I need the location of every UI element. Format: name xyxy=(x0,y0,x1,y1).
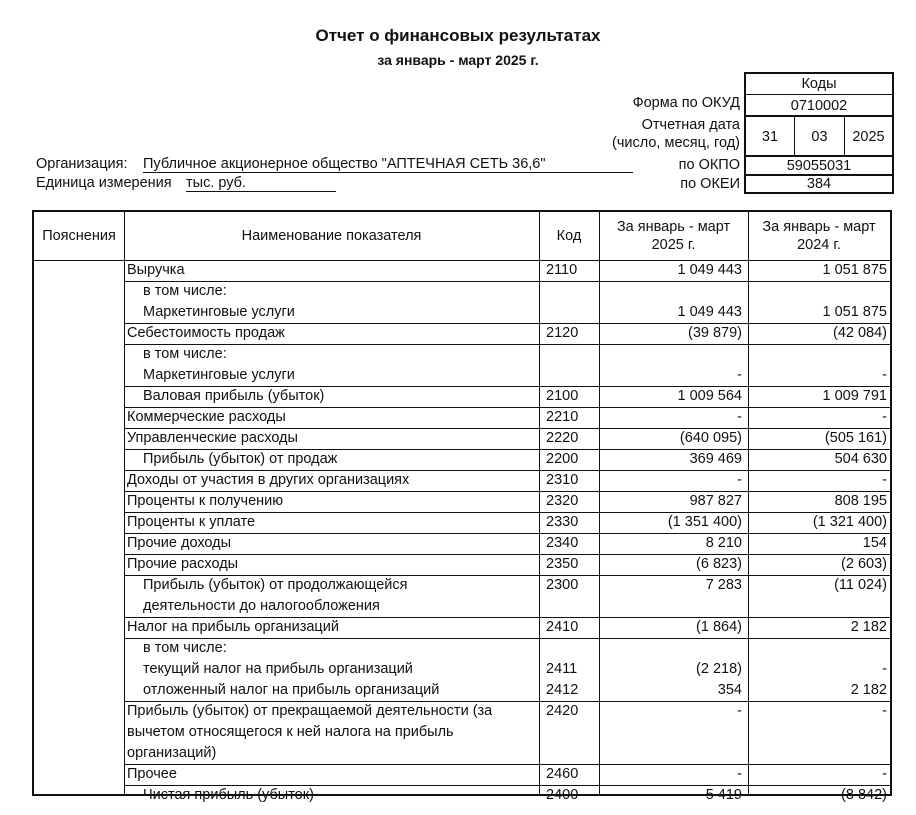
row-value-previous: 1 051 875 xyxy=(822,262,887,278)
row-code: 2200 xyxy=(546,451,579,467)
codes-heading: Коды xyxy=(746,74,892,95)
row-label: Управленческие расходы xyxy=(127,430,298,446)
row-label: Валовая прибыль (убыток) xyxy=(143,388,325,404)
okud-code: 0710002 xyxy=(746,95,892,117)
okpo-code: 59055031 xyxy=(746,157,892,176)
row-label: Маркетинговые услуги xyxy=(143,304,295,320)
row-value-previous: (505 161) xyxy=(824,430,887,446)
row-label: отложенный налог на прибыль организаций xyxy=(143,682,440,698)
row-value-current: (1 351 400) xyxy=(667,514,742,530)
row-value-current: 7 283 xyxy=(705,577,742,593)
row-code: 2310 xyxy=(546,472,579,488)
report-month: 03 xyxy=(795,117,845,157)
row-value-previous: 2 182 xyxy=(850,682,887,698)
row-value-current: - xyxy=(737,472,742,488)
row-code: 2420 xyxy=(546,703,579,719)
okei-label: по ОКЕИ xyxy=(680,176,740,192)
row-value-previous: - xyxy=(882,661,887,677)
row-value-current: - xyxy=(737,367,742,383)
row-value-current: 8 210 xyxy=(705,535,742,551)
row-value-current: 987 827 xyxy=(689,493,742,509)
row-code: 2400 xyxy=(546,787,579,803)
report-day: 31 xyxy=(746,117,795,157)
okpo-label: по ОКПО xyxy=(678,157,740,173)
row-code: 2410 xyxy=(546,619,579,635)
row-label: в том числе: xyxy=(143,640,227,656)
row-label: Проценты к уплате xyxy=(127,514,256,530)
row-code: 2411 xyxy=(546,661,578,677)
row-value-current: 354 xyxy=(717,682,742,698)
row-value-previous: 808 195 xyxy=(834,493,887,509)
row-label: Прибыль (убыток) от прекращаемой деятельности (за xyxy=(127,703,493,719)
row-code: 2110 xyxy=(546,262,578,278)
row-label: Коммерческие расходы xyxy=(127,409,286,425)
header-current-1: За январь - март xyxy=(616,219,731,235)
row-label: Прибыль (убыток) от продолжающейся xyxy=(143,577,408,593)
row-value-current: 5 419 xyxy=(705,787,742,803)
row-value-previous: 1 009 791 xyxy=(822,388,887,404)
row-value-current: - xyxy=(737,703,742,719)
row-label: вычетом относящегося к ней налога на прибыль xyxy=(127,724,454,740)
row-value-previous: - xyxy=(882,472,887,488)
header-name: Наименование показателя xyxy=(241,228,422,244)
row-label: Прочие доходы xyxy=(127,535,232,551)
unit-value: тыс. руб. xyxy=(186,175,336,192)
row-value-previous: 154 xyxy=(862,535,887,551)
row-value-current: (6 823) xyxy=(696,556,742,572)
row-label: в том числе: xyxy=(143,346,227,362)
row-label: Прочее xyxy=(127,766,177,782)
row-value-current: (2 218) xyxy=(696,661,742,677)
header-notes: Пояснения xyxy=(42,228,116,244)
org-name: Публичное акционерное общество "АПТЕЧНАЯ СЕТЬ 36,6" xyxy=(143,156,633,173)
date-label-1: Отчетная дата xyxy=(641,117,740,133)
row-value-previous: - xyxy=(882,703,887,719)
row-code: 2100 xyxy=(546,388,579,404)
row-value-previous: (8 842) xyxy=(841,787,887,803)
header-previous-2: 2024 г. xyxy=(797,237,841,253)
row-value-previous: - xyxy=(882,766,887,782)
row-label: Маркетинговые услуги xyxy=(143,367,295,383)
row-label: текущий налог на прибыль организаций xyxy=(143,661,413,677)
row-label: Прибыль (убыток) от продаж xyxy=(143,451,338,467)
row-code: 2210 xyxy=(546,409,579,425)
report-year: 2025 xyxy=(845,117,892,157)
row-value-previous: - xyxy=(882,409,887,425)
row-label: Прочие расходы xyxy=(127,556,239,572)
row-label: Выручка xyxy=(127,262,185,278)
row-label: Чистая прибыль (убыток) xyxy=(143,787,314,803)
row-value-previous: (2 603) xyxy=(841,556,887,572)
row-label: организаций) xyxy=(127,745,217,761)
row-value-previous: (42 084) xyxy=(832,325,887,341)
row-value-previous: 504 630 xyxy=(834,451,887,467)
header-current-2: 2025 г. xyxy=(651,237,696,253)
row-code: 2340 xyxy=(546,535,579,551)
header-previous-1: За январь - март xyxy=(762,219,876,235)
row-label: Налог на прибыль организаций xyxy=(127,619,339,635)
row-value-current: (39 879) xyxy=(687,325,742,341)
row-value-current: 1 049 443 xyxy=(677,262,742,278)
row-label: Доходы от участия в других организациях xyxy=(127,472,410,488)
row-code: 2350 xyxy=(546,556,579,572)
row-label: Проценты к получению xyxy=(127,493,284,509)
row-value-current: 1 009 564 xyxy=(677,388,742,404)
row-code: 2320 xyxy=(546,493,579,509)
row-code: 2220 xyxy=(546,430,579,446)
row-code: 2412 xyxy=(546,682,579,698)
row-value-current: (1 864) xyxy=(696,619,742,635)
row-value-current: - xyxy=(737,766,742,782)
row-value-previous: 1 051 875 xyxy=(822,304,887,320)
row-value-current: (640 095) xyxy=(679,430,742,446)
row-value-previous: - xyxy=(882,367,887,383)
date-label-2: (число, месяц, год) xyxy=(612,135,740,151)
header-code: Код xyxy=(556,228,582,244)
financial-results-table xyxy=(32,210,892,803)
row-code: 2300 xyxy=(546,577,579,593)
row-label: в том числе: xyxy=(143,283,227,299)
org-label: Организация: xyxy=(36,156,128,172)
unit-label: Единица измерения xyxy=(36,175,172,191)
codes-block xyxy=(744,72,894,194)
row-code: 2460 xyxy=(546,766,579,782)
row-value-current: 369 469 xyxy=(689,451,742,467)
row-value-previous: (1 321 400) xyxy=(812,514,887,530)
row-value-current: - xyxy=(737,409,742,425)
row-label: деятельности до налогообложения xyxy=(143,598,380,614)
row-value-previous: 2 182 xyxy=(850,619,887,635)
row-code: 2120 xyxy=(546,325,579,341)
row-label: Себестоимость продаж xyxy=(127,325,285,341)
row-code: 2330 xyxy=(546,514,579,530)
row-value-current: 1 049 443 xyxy=(677,304,742,320)
report-period: за январь - март 2025 г. xyxy=(377,52,539,68)
okei-code: 384 xyxy=(806,176,832,192)
okud-label: Форма по ОКУД xyxy=(632,95,740,111)
report-title: Отчет о финансовых результатах xyxy=(315,26,601,45)
row-value-previous: (11 024) xyxy=(834,577,887,593)
